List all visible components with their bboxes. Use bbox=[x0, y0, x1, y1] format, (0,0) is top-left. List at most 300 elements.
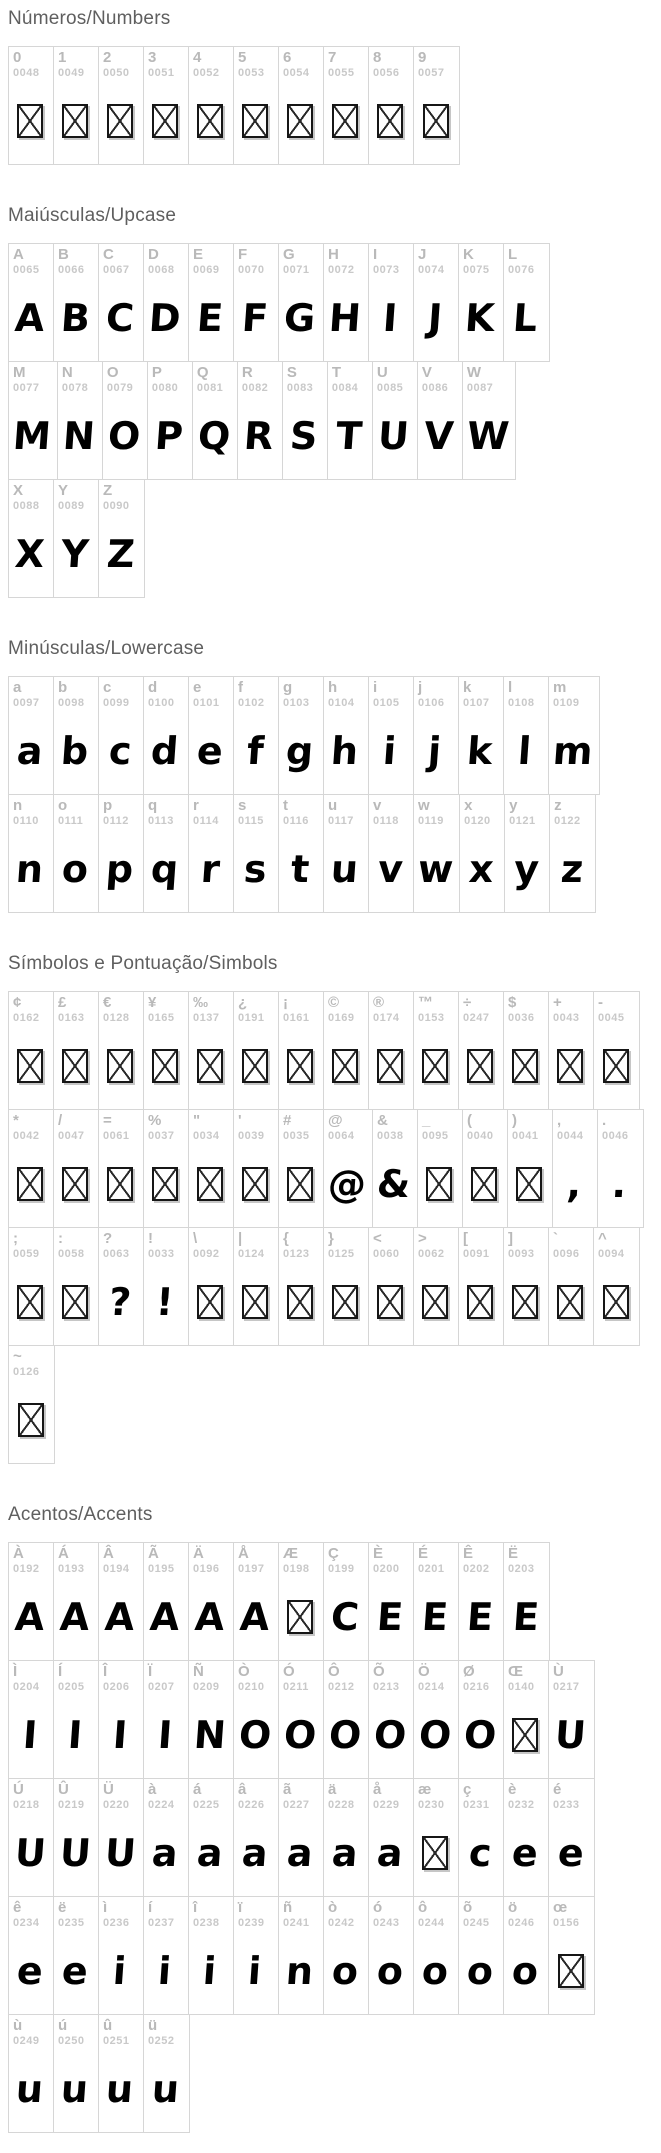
missing-glyph-box-icon bbox=[287, 104, 313, 138]
missing-glyph-box-icon bbox=[242, 1167, 268, 1201]
missing-glyph-box-icon bbox=[17, 1167, 43, 1201]
rendered-glyph: D bbox=[147, 296, 183, 341]
glyph-map-page bbox=[8, 8, 661, 2133]
cell-unicode-code: 0209 bbox=[193, 1681, 220, 1694]
glyph-area bbox=[13, 278, 47, 351]
cell-character-label: [ bbox=[463, 1230, 468, 1247]
cell-unicode-code: 0128 bbox=[103, 1012, 130, 1025]
cell-character-label: Ä bbox=[193, 1545, 204, 1562]
cell-character-label: $ bbox=[508, 994, 517, 1011]
glyph-area bbox=[283, 711, 317, 784]
cell-character-label: S bbox=[286, 364, 297, 381]
glyph-cell-0079 bbox=[103, 362, 148, 479]
glyph-area bbox=[373, 829, 407, 902]
rendered-glyph: L bbox=[511, 296, 540, 341]
glyph-cell-0062 bbox=[414, 1228, 459, 1345]
section-title: Símbolos e Pontuação/Simbols bbox=[8, 953, 278, 974]
missing-glyph-box-icon bbox=[422, 1049, 448, 1083]
rendered-glyph: O bbox=[327, 1713, 363, 1758]
cell-unicode-code: 0062 bbox=[418, 1248, 445, 1261]
cell-unicode-code: 0099 bbox=[103, 697, 130, 710]
cell-unicode-code: 0050 bbox=[103, 67, 130, 80]
cell-unicode-code: 0051 bbox=[148, 67, 175, 80]
cell-character-label: z bbox=[554, 797, 562, 814]
glyph-cell-0244 bbox=[414, 1897, 459, 2014]
cell-character-label: Ò bbox=[238, 1663, 250, 1680]
cell-character-label: A bbox=[13, 246, 24, 263]
cell-unicode-code: 0231 bbox=[463, 1799, 490, 1812]
cell-character-label: a bbox=[13, 679, 22, 696]
rendered-glyph: l bbox=[516, 729, 534, 774]
glyph-cell-0156 bbox=[549, 1897, 594, 2014]
glyph-area bbox=[463, 1262, 497, 1335]
glyph-area bbox=[193, 1695, 227, 1768]
glyph-area bbox=[328, 1813, 362, 1886]
rendered-glyph: s bbox=[242, 847, 268, 892]
cell-character-label: ™ bbox=[418, 994, 433, 1011]
glyph-area bbox=[467, 1144, 501, 1217]
glyph-cell-0241 bbox=[279, 1897, 324, 2014]
cell-character-label: Î bbox=[103, 1663, 108, 1680]
glyph-cell-0100 bbox=[144, 677, 189, 794]
rendered-glyph: Q bbox=[196, 414, 232, 459]
cell-character-label: @ bbox=[328, 1112, 343, 1129]
glyph-row bbox=[8, 1227, 640, 1346]
glyph-cell-0118 bbox=[369, 795, 414, 912]
cell-unicode-code: 0218 bbox=[13, 1799, 40, 1812]
glyph-area bbox=[418, 278, 452, 351]
cell-unicode-code: 0213 bbox=[373, 1681, 400, 1694]
missing-glyph-box-icon bbox=[377, 104, 403, 138]
cell-unicode-code: 0098 bbox=[58, 697, 85, 710]
glyph-cell-0089 bbox=[54, 480, 99, 597]
cell-unicode-code: 0114 bbox=[193, 815, 219, 828]
rendered-glyph: V bbox=[422, 414, 456, 459]
cell-character-label: î bbox=[193, 1899, 198, 1916]
cell-character-label: Â bbox=[103, 1545, 114, 1562]
cell-character-label: ¢ bbox=[13, 994, 22, 1011]
glyph-area bbox=[58, 514, 92, 587]
rendered-glyph: o bbox=[60, 847, 90, 892]
cell-unicode-code: 0125 bbox=[328, 1248, 355, 1261]
cell-unicode-code: 0060 bbox=[373, 1248, 400, 1261]
glyph-area bbox=[107, 396, 141, 469]
rendered-glyph: @ bbox=[326, 1162, 368, 1207]
rendered-glyph: S bbox=[288, 414, 320, 459]
cell-character-label: ; bbox=[13, 1230, 18, 1247]
glyph-cell-0107 bbox=[459, 677, 504, 794]
cell-unicode-code: 0246 bbox=[508, 1917, 535, 1930]
glyph-cell-0080 bbox=[148, 362, 193, 479]
glyph-cell-0054 bbox=[279, 47, 324, 164]
glyph-area bbox=[58, 829, 92, 902]
cell-character-label: O bbox=[106, 364, 119, 381]
cell-character-label: | bbox=[238, 1230, 243, 1247]
cell-character-label: Ó bbox=[283, 1663, 295, 1680]
cell-character-label: ü bbox=[148, 2017, 158, 2034]
cell-character-label: % bbox=[148, 1112, 162, 1129]
cell-character-label: ä bbox=[328, 1781, 337, 1798]
glyph-area bbox=[238, 1577, 272, 1650]
glyph-cell-0110 bbox=[9, 795, 54, 912]
glyph-area bbox=[238, 278, 272, 351]
glyph-cell-0249 bbox=[9, 2015, 54, 2132]
cell-unicode-code: 0053 bbox=[238, 67, 265, 80]
cell-unicode-code: 0196 bbox=[193, 1563, 220, 1576]
missing-glyph-box-icon bbox=[426, 1167, 452, 1201]
cell-unicode-code: 0094 bbox=[598, 1248, 625, 1261]
glyph-row bbox=[8, 794, 596, 913]
glyph-cell-0217 bbox=[549, 1661, 594, 1778]
cell-unicode-code: 0086 bbox=[421, 382, 449, 395]
glyph-cell-0057 bbox=[414, 47, 459, 164]
cell-character-label: 0 bbox=[13, 49, 22, 66]
missing-glyph-box-icon bbox=[17, 1049, 43, 1083]
missing-glyph-box-icon bbox=[242, 1285, 268, 1319]
glyph-area bbox=[508, 1931, 542, 2004]
cell-character-label: # bbox=[283, 1112, 292, 1129]
cell-unicode-code: 0219 bbox=[58, 1799, 85, 1812]
cell-unicode-code: 0236 bbox=[103, 1917, 130, 1930]
glyph-cell-0169 bbox=[324, 992, 369, 1109]
glyph-cell-0059 bbox=[9, 1228, 54, 1345]
cell-character-label: \ bbox=[193, 1230, 198, 1247]
glyph-cell-0085 bbox=[373, 362, 418, 479]
cell-character-label: B bbox=[58, 246, 69, 263]
glyph-area bbox=[464, 829, 498, 902]
glyph-cell-0120 bbox=[460, 795, 505, 912]
glyph-area bbox=[328, 1577, 362, 1650]
glyph-area bbox=[328, 1144, 366, 1217]
rendered-glyph: a bbox=[285, 1831, 315, 1876]
cell-character-label: Å bbox=[238, 1545, 249, 1562]
glyph-area bbox=[148, 2049, 183, 2122]
cell-unicode-code: 0070 bbox=[238, 264, 265, 277]
glyph-cell-0061 bbox=[99, 1110, 144, 1227]
glyph-section bbox=[8, 638, 661, 913]
glyph-area bbox=[418, 81, 453, 154]
cell-unicode-code: 0113 bbox=[148, 815, 174, 828]
cell-character-label: Ö bbox=[418, 1663, 430, 1680]
cell-character-label: ~ bbox=[13, 1348, 22, 1365]
missing-glyph-box-icon bbox=[603, 1285, 629, 1319]
cell-character-label: & bbox=[377, 1112, 388, 1129]
rendered-glyph: e bbox=[556, 1831, 585, 1876]
glyph-area bbox=[103, 278, 137, 351]
cell-character-label: ô bbox=[418, 1899, 428, 1916]
cell-unicode-code: 0194 bbox=[103, 1563, 130, 1576]
glyph-cell-0104 bbox=[324, 677, 369, 794]
missing-glyph-box-icon bbox=[107, 104, 133, 138]
cell-unicode-code: 0103 bbox=[283, 697, 310, 710]
cell-unicode-code: 0235 bbox=[58, 1917, 85, 1930]
glyph-cell-0078 bbox=[58, 362, 103, 479]
glyph-area bbox=[373, 1695, 407, 1768]
section-title: Números/Numbers bbox=[8, 8, 171, 29]
cell-character-label: + bbox=[553, 994, 562, 1011]
rendered-glyph: e bbox=[195, 729, 225, 774]
missing-glyph-box-icon bbox=[197, 1285, 223, 1319]
glyph-area bbox=[508, 1695, 542, 1768]
rendered-glyph: E bbox=[420, 1595, 450, 1640]
glyph-cell-0197 bbox=[234, 1543, 279, 1660]
glyph-area bbox=[13, 81, 47, 154]
glyph-area bbox=[418, 1931, 452, 2004]
cell-character-label: i bbox=[373, 679, 378, 696]
cell-character-label: ö bbox=[508, 1899, 518, 1916]
glyph-area bbox=[283, 1695, 317, 1768]
glyph-section bbox=[8, 8, 661, 165]
cell-character-label: n bbox=[13, 797, 23, 814]
glyph-cell-0069 bbox=[189, 244, 234, 361]
glyph-cell-0220 bbox=[99, 1779, 144, 1896]
glyph-area bbox=[103, 1026, 137, 1099]
cell-unicode-code: 0112 bbox=[103, 815, 129, 828]
rendered-glyph: J bbox=[426, 296, 444, 341]
glyph-cell-0056 bbox=[369, 47, 414, 164]
glyph-cell-0081 bbox=[193, 362, 238, 479]
glyph-cell-0047 bbox=[54, 1110, 99, 1227]
glyph-cell-0195 bbox=[144, 1543, 189, 1660]
cell-character-label: Á bbox=[58, 1545, 69, 1562]
cell-unicode-code: 0066 bbox=[58, 264, 85, 277]
cell-unicode-code: 0243 bbox=[373, 1917, 400, 1930]
glyph-area bbox=[463, 1813, 497, 1886]
glyph-area bbox=[508, 1577, 543, 1650]
rendered-glyph: E bbox=[465, 1595, 495, 1640]
cell-character-label: : bbox=[58, 1230, 63, 1247]
cell-character-label: x bbox=[464, 797, 473, 814]
rendered-glyph: E bbox=[375, 1595, 405, 1640]
cell-unicode-code: 0097 bbox=[13, 697, 40, 710]
glyph-row bbox=[8, 1542, 550, 1661]
glyph-cell-0063 bbox=[99, 1228, 144, 1345]
cell-unicode-code: 0226 bbox=[238, 1799, 265, 1812]
cell-character-label: t bbox=[283, 797, 288, 814]
glyph-cell-0108 bbox=[504, 677, 549, 794]
glyph-area bbox=[193, 1931, 227, 2004]
glyph-area bbox=[283, 1813, 317, 1886]
glyph-area bbox=[58, 1026, 92, 1099]
glyph-cell-0153 bbox=[414, 992, 459, 1109]
cell-character-label: Ë bbox=[508, 1545, 519, 1562]
glyph-cell-0246 bbox=[504, 1897, 549, 2014]
glyph-cell-0117 bbox=[324, 795, 369, 912]
glyph-cell-0122 bbox=[550, 795, 595, 912]
rendered-glyph: O bbox=[417, 1713, 453, 1758]
cell-character-label: I bbox=[373, 246, 378, 263]
cell-character-label: £ bbox=[58, 994, 67, 1011]
rendered-glyph: O bbox=[372, 1713, 408, 1758]
cell-unicode-code: 0043 bbox=[553, 1012, 580, 1025]
glyph-cell-0210 bbox=[234, 1661, 279, 1778]
rendered-glyph: y bbox=[512, 847, 541, 892]
rendered-glyph: e bbox=[15, 1949, 45, 1994]
rendered-glyph: a bbox=[240, 1831, 270, 1876]
cell-character-label: 4 bbox=[193, 49, 202, 66]
glyph-cell-0044 bbox=[553, 1110, 598, 1227]
glyph-cell-0123 bbox=[279, 1228, 324, 1345]
rendered-glyph: b bbox=[59, 729, 91, 774]
glyph-area bbox=[13, 514, 47, 587]
glyph-cell-0053 bbox=[234, 47, 279, 164]
cell-character-label: Ã bbox=[148, 1545, 159, 1562]
glyph-area bbox=[332, 396, 366, 469]
glyph-cell-0048 bbox=[9, 47, 54, 164]
glyph-area bbox=[148, 1695, 182, 1768]
glyph-area bbox=[328, 711, 362, 784]
missing-glyph-box-icon bbox=[512, 1049, 538, 1083]
glyph-area bbox=[103, 2049, 137, 2122]
missing-glyph-box-icon bbox=[512, 1718, 538, 1752]
rendered-glyph: f bbox=[245, 729, 265, 774]
cell-unicode-code: 0092 bbox=[193, 1248, 220, 1261]
cell-unicode-code: 0216 bbox=[463, 1681, 490, 1694]
cell-character-label: _ bbox=[422, 1112, 431, 1129]
cell-character-label: q bbox=[148, 797, 158, 814]
cell-character-label: b bbox=[58, 679, 68, 696]
cell-unicode-code: 0118 bbox=[373, 815, 399, 828]
cell-unicode-code: 0119 bbox=[418, 815, 444, 828]
cell-unicode-code: 0169 bbox=[328, 1012, 355, 1025]
cell-unicode-code: 0058 bbox=[58, 1248, 85, 1261]
glyph-area bbox=[62, 396, 96, 469]
glyph-area bbox=[283, 1144, 317, 1217]
glyph-cell-0243 bbox=[369, 1897, 414, 2014]
rendered-glyph: U bbox=[103, 1831, 137, 1876]
glyph-cell-0205 bbox=[54, 1661, 99, 1778]
cell-character-label: d bbox=[148, 679, 158, 696]
glyph-row bbox=[8, 991, 640, 1110]
missing-glyph-box-icon bbox=[107, 1049, 133, 1083]
glyph-area bbox=[238, 1144, 272, 1217]
glyph-row bbox=[8, 361, 516, 480]
glyph-area bbox=[103, 1813, 137, 1886]
cell-unicode-code: 0081 bbox=[196, 382, 224, 395]
glyph-cell-0033 bbox=[144, 1228, 189, 1345]
cell-unicode-code: 0117 bbox=[328, 815, 354, 828]
cell-character-label: ‰ bbox=[193, 994, 208, 1011]
missing-glyph-box-icon bbox=[17, 1285, 43, 1319]
cell-unicode-code: 0214 bbox=[418, 1681, 445, 1694]
glyph-cell-0140 bbox=[504, 1661, 549, 1778]
cell-character-label: ç bbox=[463, 1781, 472, 1798]
glyph-area bbox=[238, 1695, 272, 1768]
rendered-glyph: n bbox=[284, 1949, 316, 1994]
glyph-cell-0196 bbox=[189, 1543, 234, 1660]
glyph-cell-0233 bbox=[549, 1779, 594, 1896]
cell-unicode-code: 0234 bbox=[13, 1917, 40, 1930]
glyph-area bbox=[103, 1695, 137, 1768]
cell-unicode-code: 0093 bbox=[508, 1248, 535, 1261]
glyph-cell-0077 bbox=[9, 362, 58, 479]
missing-glyph-box-icon bbox=[557, 1285, 583, 1319]
glyph-area bbox=[373, 1577, 407, 1650]
cell-character-label: / bbox=[58, 1112, 63, 1129]
cell-unicode-code: 0207 bbox=[148, 1681, 175, 1694]
cell-character-label: l bbox=[508, 679, 513, 696]
cell-unicode-code: 0096 bbox=[553, 1248, 580, 1261]
rendered-glyph: U bbox=[553, 1713, 588, 1758]
cell-character-label: < bbox=[373, 1230, 382, 1247]
cell-unicode-code: 0108 bbox=[508, 697, 535, 710]
glyph-cell-0094 bbox=[594, 1228, 639, 1345]
cell-unicode-code: 0061 bbox=[103, 1130, 130, 1143]
cell-unicode-code: 0054 bbox=[283, 67, 310, 80]
cell-character-label: ^ bbox=[598, 1230, 607, 1247]
glyph-cell-0194 bbox=[99, 1543, 144, 1660]
cell-unicode-code: 0064 bbox=[328, 1130, 355, 1143]
cell-unicode-code: 0244 bbox=[418, 1917, 445, 1930]
cell-unicode-code: 0123 bbox=[283, 1248, 310, 1261]
cell-unicode-code: 0153 bbox=[418, 1012, 445, 1025]
glyph-area bbox=[193, 278, 227, 351]
cell-character-label: ÷ bbox=[463, 994, 472, 1011]
glyph-cell-0161 bbox=[279, 992, 324, 1109]
cell-unicode-code: 0211 bbox=[283, 1681, 309, 1694]
cell-character-label: 6 bbox=[283, 49, 292, 66]
rendered-glyph: i bbox=[156, 1949, 174, 1994]
glyph-cell-0250 bbox=[54, 2015, 99, 2132]
glyph-cell-0191 bbox=[234, 992, 279, 1109]
glyph-area bbox=[463, 1577, 497, 1650]
cell-character-label: € bbox=[103, 994, 112, 1011]
cell-unicode-code: 0037 bbox=[148, 1130, 175, 1143]
cell-unicode-code: 0087 bbox=[466, 382, 494, 395]
missing-glyph-box-icon bbox=[422, 1836, 448, 1870]
cell-character-label: í bbox=[148, 1899, 153, 1916]
glyph-cell-0101 bbox=[189, 677, 234, 794]
glyph-cell-0064 bbox=[324, 1110, 373, 1227]
rendered-glyph: o bbox=[465, 1949, 495, 1994]
cell-character-label: U bbox=[376, 364, 388, 381]
cell-character-label: X bbox=[13, 482, 24, 499]
cell-unicode-code: 0038 bbox=[377, 1130, 404, 1143]
glyph-cell-0225 bbox=[189, 1779, 234, 1896]
glyph-row bbox=[8, 2014, 190, 2133]
missing-glyph-box-icon bbox=[287, 1285, 313, 1319]
cell-unicode-code: 0105 bbox=[373, 697, 400, 710]
glyph-area bbox=[287, 396, 321, 469]
glyph-area bbox=[283, 1931, 317, 2004]
rendered-glyph: I bbox=[21, 1713, 39, 1758]
glyph-cell-0037 bbox=[144, 1110, 189, 1227]
glyph-area bbox=[463, 1026, 497, 1099]
cell-unicode-code: 0075 bbox=[463, 264, 490, 277]
cell-character-label: m bbox=[553, 679, 567, 696]
cell-unicode-code: 0079 bbox=[106, 382, 134, 395]
rendered-glyph: c bbox=[107, 729, 133, 774]
glyph-cell-0174 bbox=[369, 992, 414, 1109]
glyph-cell-0066 bbox=[54, 244, 99, 361]
glyph-area bbox=[13, 1262, 47, 1335]
rendered-glyph: F bbox=[240, 296, 270, 341]
glyph-cell-0212 bbox=[324, 1661, 369, 1778]
cell-character-label: Ú bbox=[13, 1781, 24, 1798]
cell-character-label: è bbox=[508, 1781, 517, 1798]
glyph-area bbox=[598, 1026, 633, 1099]
missing-glyph-box-icon bbox=[603, 1049, 629, 1083]
cell-character-label: 5 bbox=[238, 49, 247, 66]
glyph-area bbox=[197, 396, 231, 469]
rendered-glyph: E bbox=[510, 1595, 541, 1640]
glyph-cell-0102 bbox=[234, 677, 279, 794]
glyph-area bbox=[238, 1931, 272, 2004]
glyph-area bbox=[418, 829, 453, 902]
cell-character-label: E bbox=[193, 246, 204, 263]
cell-character-label: Õ bbox=[373, 1663, 385, 1680]
rendered-glyph: O bbox=[282, 1713, 318, 1758]
